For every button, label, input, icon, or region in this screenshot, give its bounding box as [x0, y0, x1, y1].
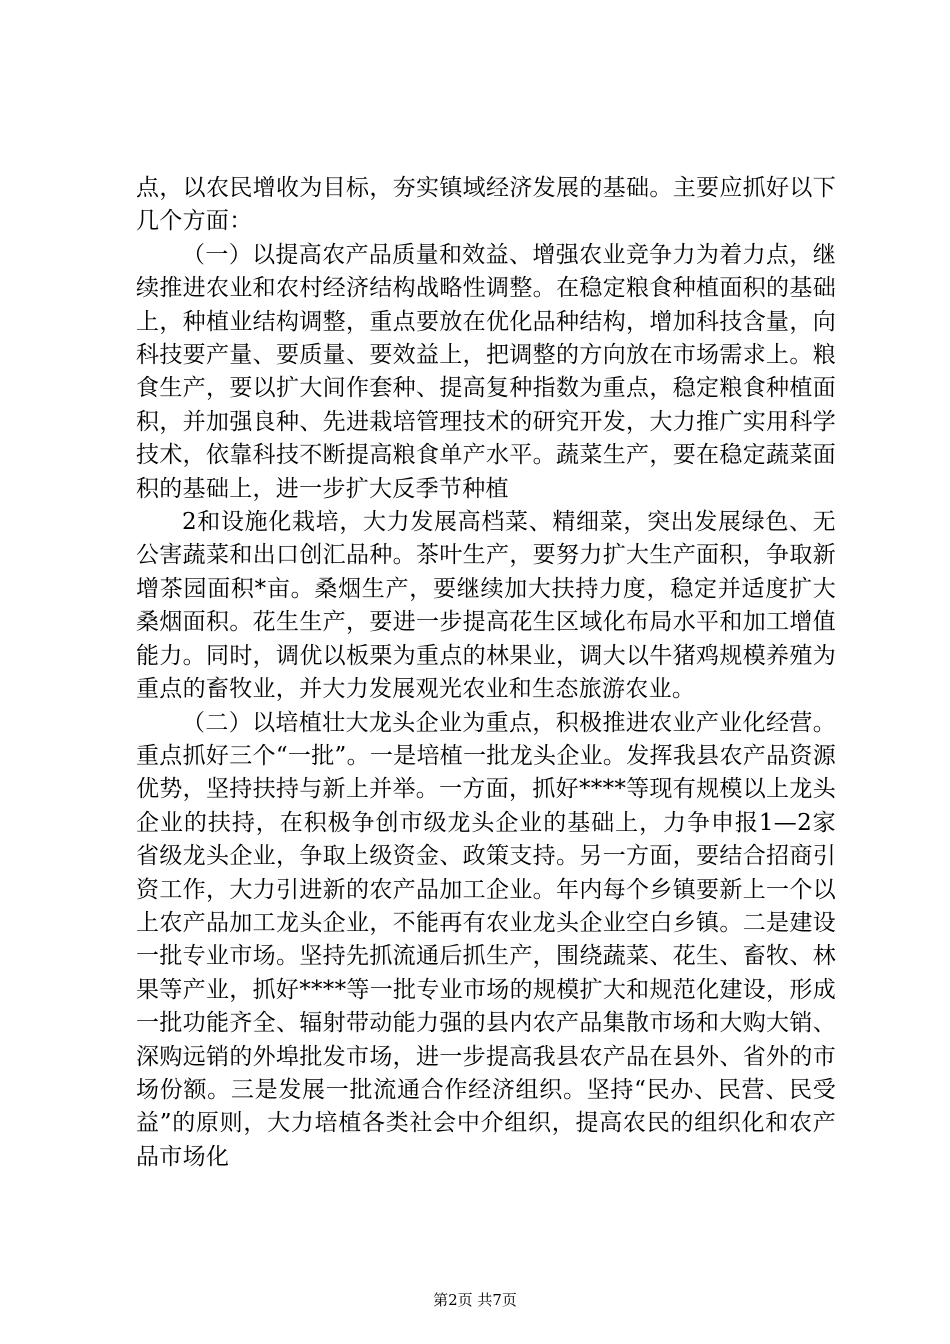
document-body: [136, 172, 836, 1174]
body-paragraph-1: 点，以农民增收为目标，夯实镇域经济发展的基础。主要应抓好以下几个方面：: [136, 175, 836, 235]
body-paragraph-2: （一）以提高农产品质量和效益、增强农业竞争力为着力点，继续推进农业和农村经济结构战略性调整。在稳定粮食种植面积的基础上，种植业结构调整，重点要放在优化品种结构，增加科技含量，向科技要产量、要质量、要效益上，把调整的方向放在市场需求上。粮食生产，要以扩大间作套种、提高复种指数为重点，稳定粮食种植面积，并加强良种、先进栽培管理技术的研究开发，大力推广实用科学技术，依靠科技不断提高粮食单产水平。蔬菜生产，要在稳定蔬菜面积的基础上，进一步扩大反季节种植: [136, 241, 836, 502]
page-footer: [0, 1290, 950, 1310]
body-paragraph-3: 2和设施化栽培，大力发展高档菜、精细菜，突出发展绿色、无公害蔬菜和出口创汇品种。茶叶生产，要努力扩大生产面积，争取新增茶园面积*亩。桑烟生产，要继续加大扶持力度，稳定并适度扩大桑烟面积。花生生产，要进一步提高花生区域化布局水平和加工增值能力。同时，调优以板栗为重点的林果业，调大以牛猪鸡规模养殖为重点的畜牧业，并大力发展观光农业和生态旅游农业。: [136, 509, 836, 703]
page-number-label: 第2页 共7页: [433, 1291, 517, 1309]
body-paragraph-4: （二）以培植壮大龙头企业为重点，积极推进农业产业化经营。重点抓好三个“一批”。一是培植一批龙头企业。发挥我县农产品资源优势，坚持扶持与新上并举。一方面，抓好****等现有规模以上龙头企业的扶持，在积极争创市级龙头企业的基础上，力争申报1—2家省级龙头企业，争取上级资金、政策支持。另一方面，要结合招商引资工作，大力引进新的农产品加工企业。年内每个乡镇要新上一个以上农产品加工龙头企业，不能再有农业龙头企业空白乡镇。二是建设一批专业市场。坚持先抓流通后抓生产，围绕蔬菜、花生、畜牧、林果等产业，抓好****等一批专业市场的规模扩大和规范化建设，形成一批功能齐全、辐射带动能力强的县内农产品集散市场和大购大销、深购远销的外埠批发市场，进一步提高我县农产品在县外、省外的市场份额。三是发展一批流通合作经济组织。坚持“民办、民营、民受益”的原则，大力培植各类社会中介组织，提高农民的组织化和农产品市场化: [136, 709, 836, 1170]
